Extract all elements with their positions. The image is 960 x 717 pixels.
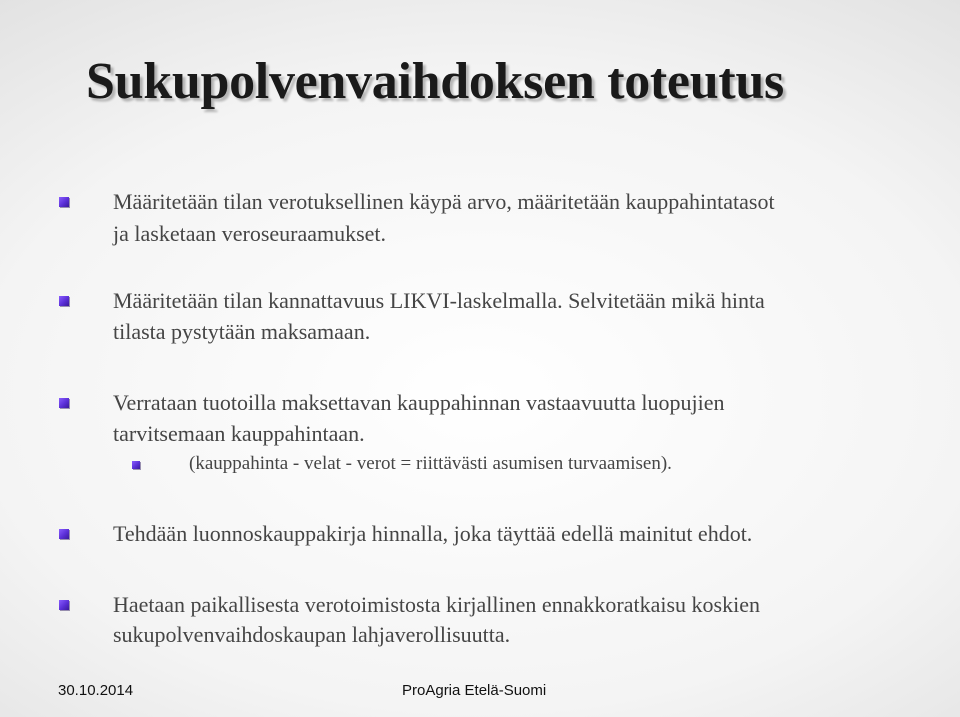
bullet-text-line: tarvitsemaan kauppahintaan. xyxy=(113,421,365,446)
square-bullet-icon xyxy=(132,461,140,469)
bullet-text-line: Määritetään tilan verotuksellinen käypä arvo, määritetään kauppahintatasot xyxy=(113,189,775,214)
footer-organization: ProAgria Etelä-Suomi xyxy=(402,682,547,699)
square-bullet-icon xyxy=(59,600,69,610)
bullet-text-line: Verrataan tuotoilla maksettavan kauppahinnan vastaavuutta luopujien xyxy=(113,390,725,415)
sub-bullet-text: (kauppahinta - velat - verot = riittävästi asumisen turvaamisen). xyxy=(189,453,672,474)
bullet-text-line: tilasta pystytään maksamaan. xyxy=(113,319,371,344)
bullet-text-line: sukupolvenvaihdoskaupan lahjaverollisuutta. xyxy=(113,622,511,647)
bullet-text-line: Haetaan paikallisesta verotoimistosta kirjallinen ennakkoratkaisu koskien xyxy=(113,592,760,617)
square-bullet-icon xyxy=(59,296,69,306)
bullet-text-line: ja lasketaan veroseuraamukset. xyxy=(113,221,387,246)
bullet-text-line: Tehdään luonnoskauppakirja hinnalla, joka täyttää edellä mainitut ehdot. xyxy=(113,521,753,546)
square-bullet-icon xyxy=(59,197,69,207)
square-bullet-icon xyxy=(59,529,69,539)
square-bullet-icon xyxy=(59,398,69,408)
footer-date: 30.10.2014 xyxy=(58,682,134,699)
slide-title: Sukupolvenvaihdoksen toteutus xyxy=(86,53,784,110)
bullet-text-line: Määritetään tilan kannattavuus LIKVI-laskelmalla. Selvitetään mikä hinta xyxy=(113,288,765,313)
